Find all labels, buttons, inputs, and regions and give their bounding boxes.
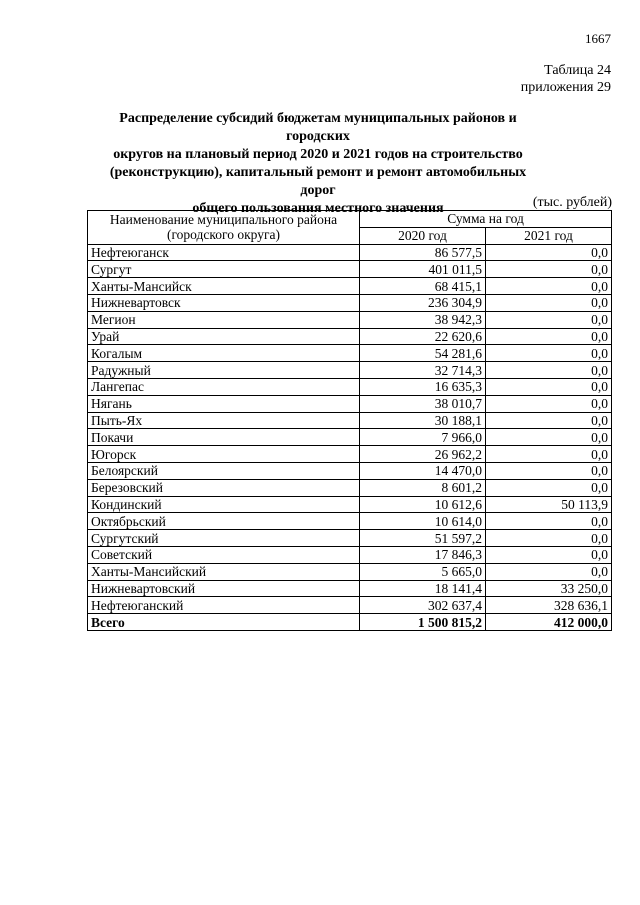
row-name-cell: Пыть-Ях: [88, 412, 360, 429]
row-name-cell: Октябрьский: [88, 513, 360, 530]
row-name-cell: Лангепас: [88, 378, 360, 395]
row-2021-cell: 0,0: [486, 345, 612, 362]
table-row: [88, 345, 612, 362]
row-2020-cell: 38 942,3: [360, 311, 486, 328]
row-name-cell: Покачи: [88, 429, 360, 446]
table-row: [88, 261, 612, 278]
total-2021: 412 000,0: [486, 614, 612, 631]
document-title: [98, 110, 538, 218]
row-name-cell: Ханты-Мансийск: [88, 278, 360, 295]
row-2020-cell: 10 612,6: [360, 496, 486, 513]
header-year-2021: 2021 год: [486, 227, 612, 244]
header-name-line1: Наименование муниципального района: [109, 212, 338, 228]
row-2020-cell: 5 665,0: [360, 563, 486, 580]
row-name-cell: Радужный: [88, 362, 360, 379]
row-2020-cell: 86 577,5: [360, 244, 486, 261]
row-2021-cell: 0,0: [486, 328, 612, 345]
total-2020: 1 500 815,2: [360, 614, 486, 631]
table-row: [88, 597, 612, 614]
table-row: [88, 395, 612, 412]
table-row: [88, 378, 612, 395]
row-2021-cell: 0,0: [486, 244, 612, 261]
row-2020-cell: 302 637,4: [360, 597, 486, 614]
row-2021-cell: 0,0: [486, 479, 612, 496]
row-2020-cell: 10 614,0: [360, 513, 486, 530]
row-2020-cell: 16 635,3: [360, 378, 486, 395]
table-footer: [88, 614, 612, 631]
header-year-2020: 2020 год: [360, 227, 486, 244]
row-name-cell: Нижневартовский: [88, 580, 360, 597]
table-row: [88, 278, 612, 295]
row-2021-cell: 0,0: [486, 546, 612, 563]
row-2021-cell: 0,0: [486, 429, 612, 446]
row-name-cell: Сургут: [88, 261, 360, 278]
row-2021-cell: 0,0: [486, 378, 612, 395]
row-2020-cell: 14 470,0: [360, 462, 486, 479]
table-header: [88, 211, 612, 245]
row-name-cell: Белоярский: [88, 462, 360, 479]
header-name-line2: (городского округа): [166, 227, 281, 243]
row-2020-cell: 51 597,2: [360, 530, 486, 547]
row-2021-cell: 0,0: [486, 412, 612, 429]
table-reference-line2: приложения 29: [520, 80, 611, 95]
row-2021-cell: 0,0: [486, 362, 612, 379]
header-name-column: [88, 211, 360, 245]
table-row: [88, 530, 612, 547]
row-name-cell: Мегион: [88, 311, 360, 328]
table-row: [88, 513, 612, 530]
title-line1: Распределение субсидий бюджетам муниципальных районов и городских: [119, 111, 517, 144]
table-row: [88, 244, 612, 261]
row-name-cell: Нижневартовск: [88, 294, 360, 311]
header-sum-group: Сумма на год: [360, 211, 612, 228]
row-2021-cell: 0,0: [486, 395, 612, 412]
table-row: [88, 362, 612, 379]
subsidy-table: [87, 210, 612, 631]
row-name-cell: Нягань: [88, 395, 360, 412]
row-2021-cell: 33 250,0: [486, 580, 612, 597]
row-2020-cell: 68 415,1: [360, 278, 486, 295]
row-2021-cell: 50 113,9: [486, 496, 612, 513]
page-number: 1667: [585, 31, 611, 46]
row-2020-cell: 17 846,3: [360, 546, 486, 563]
row-2020-cell: 8 601,2: [360, 479, 486, 496]
table-row: [88, 311, 612, 328]
title-line3: (реконструкцию), капитальный ремонт и ремонт автомобильных дорог: [109, 165, 527, 198]
table-row: [88, 429, 612, 446]
row-2020-cell: 38 010,7: [360, 395, 486, 412]
row-2021-cell: 0,0: [486, 311, 612, 328]
units-label: (тыс. рублей): [532, 195, 612, 210]
row-name-cell: Березовский: [88, 479, 360, 496]
row-name-cell: Сургутский: [88, 530, 360, 547]
table-row: [88, 462, 612, 479]
table-row: [88, 479, 612, 496]
total-label: Всего: [88, 614, 360, 631]
table-row: [88, 580, 612, 597]
title-line4: общего пользования местного значения: [192, 201, 444, 216]
table-row: [88, 328, 612, 345]
row-name-cell: Югорск: [88, 446, 360, 463]
title-line2: округов на плановый период 2020 и 2021 годов на строительство: [113, 147, 523, 162]
table-reference-line1: Таблица 24: [544, 63, 611, 78]
table-row: [88, 546, 612, 563]
row-2021-cell: 0,0: [486, 530, 612, 547]
row-name-cell: Кондинский: [88, 496, 360, 513]
row-2021-cell: 0,0: [486, 563, 612, 580]
row-2020-cell: 54 281,6: [360, 345, 486, 362]
row-2021-cell: 0,0: [486, 513, 612, 530]
row-name-cell: Ханты-Мансийский: [88, 563, 360, 580]
row-2020-cell: 32 714,3: [360, 362, 486, 379]
row-name-cell: Нефтеюганск: [88, 244, 360, 261]
row-name-cell: Урай: [88, 328, 360, 345]
row-2021-cell: 0,0: [486, 278, 612, 295]
row-name-cell: Советский: [88, 546, 360, 563]
table-row: [88, 496, 612, 513]
row-2020-cell: 401 011,5: [360, 261, 486, 278]
row-2021-cell: 0,0: [486, 261, 612, 278]
row-2021-cell: 0,0: [486, 446, 612, 463]
table-reference: [521, 62, 611, 96]
row-2020-cell: 30 188,1: [360, 412, 486, 429]
row-2020-cell: 7 966,0: [360, 429, 486, 446]
row-name-cell: Нефтеюганский: [88, 597, 360, 614]
table-row: [88, 294, 612, 311]
table-row: [88, 446, 612, 463]
row-name-cell: Когалым: [88, 345, 360, 362]
total-row: [88, 614, 612, 631]
row-2020-cell: 236 304,9: [360, 294, 486, 311]
header-row-1: [88, 211, 612, 228]
row-2021-cell: 0,0: [486, 462, 612, 479]
row-2021-cell: 0,0: [486, 294, 612, 311]
row-2020-cell: 26 962,2: [360, 446, 486, 463]
table-row: [88, 412, 612, 429]
row-2021-cell: 328 636,1: [486, 597, 612, 614]
table-body: [88, 244, 612, 614]
row-2020-cell: 22 620,6: [360, 328, 486, 345]
row-2020-cell: 18 141,4: [360, 580, 486, 597]
table-row: [88, 563, 612, 580]
